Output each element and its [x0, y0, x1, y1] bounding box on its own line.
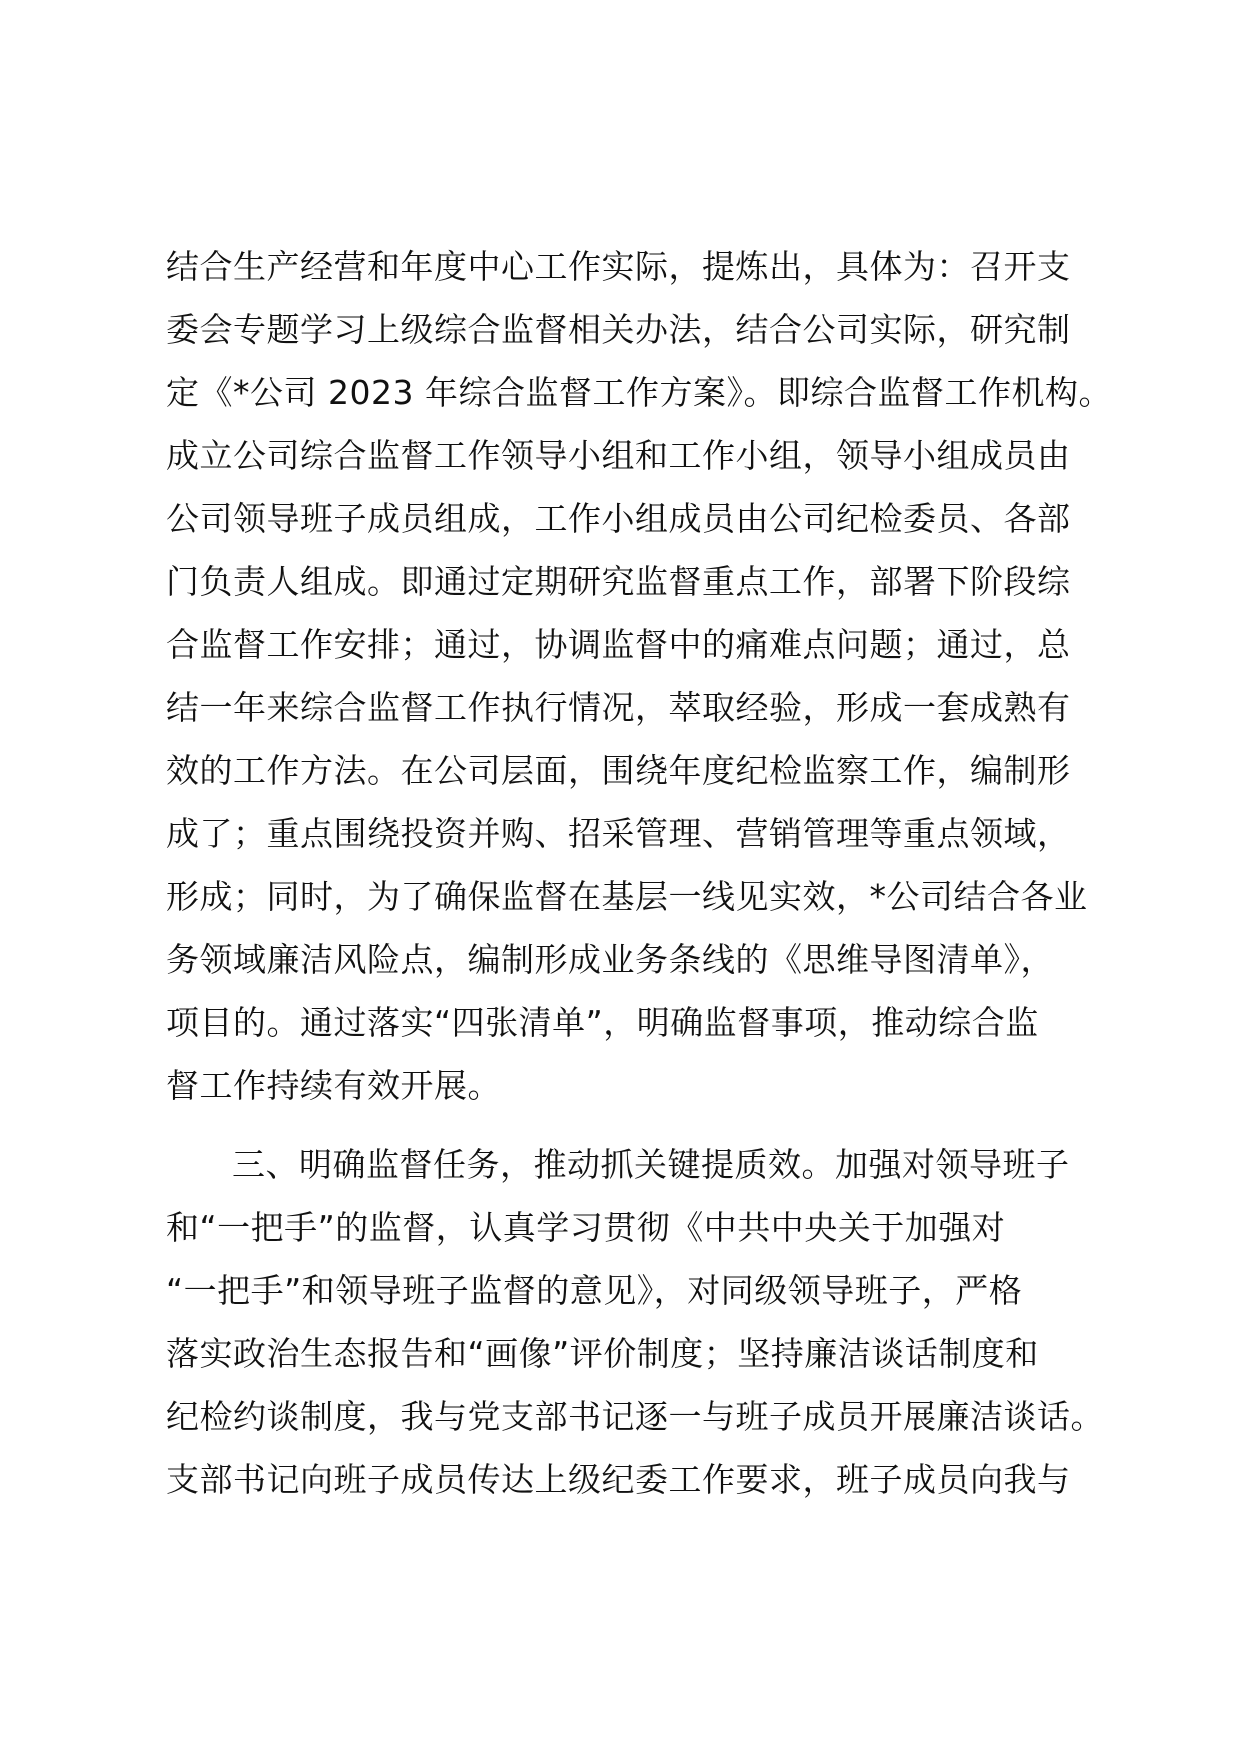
text-line-18: 落实政治生态报告和“画像”评价制度；坚持廉洁谈话制度和	[166, 1334, 1039, 1373]
text-line-6: 门负责人组成。即通过定期研究监督重点工作，部署下阶段综	[166, 562, 1071, 601]
text-line-3: 定《*公司 2023 年综合监督工作方案》。即综合监督工作机构。	[166, 373, 1112, 412]
text-line-9: 效的工作方法。在公司层面，围绕年度纪检监察工作，编制形	[166, 751, 1071, 790]
text-line-5: 公司领导班子成员组成，工作小组成员由公司纪检委员、各部	[166, 499, 1071, 538]
text-line-13: 项目的。通过落实“四张清单”，明确监督事项，推动综合监	[166, 1003, 1039, 1042]
text-line-11: 形成；同时，为了确保监督在基层一线见实效，*公司结合各业	[166, 877, 1088, 916]
text-line-1: 结合生产经营和年度中心工作实际，提炼出，具体为：召开支	[166, 247, 1071, 286]
text-line-12: 务领域廉洁风险点，编制形成业务条线的《思维导图清单》，	[166, 940, 1054, 979]
text-line-4: 成立公司综合监督工作领导小组和工作小组，领导小组成员由	[166, 436, 1071, 475]
text-line-8: 结一年来综合监督工作执行情况，萃取经验，形成一套成熟有	[166, 688, 1071, 727]
section-heading-line: 三、明确监督任务，推动抓关键提质效。加强对领导班子	[232, 1145, 1070, 1184]
text-line-14: 督工作持续有效开展。	[166, 1066, 501, 1105]
text-line-10: 成了；重点围绕投资并购、招采管理、营销管理等重点领域，	[166, 814, 1071, 853]
text-line-17: “一把手”和领导班子监督的意见》，对同级领导班子，严格	[166, 1271, 1023, 1310]
text-line-16: 和“一把手”的监督，认真学习贯彻《中共中央关于加强对	[166, 1208, 1006, 1247]
text-line-20: 支部书记向班子成员传达上级纪委工作要求，班子成员向我与	[166, 1460, 1071, 1499]
text-line-19: 纪检约谈制度，我与党支部书记逐一与班子成员开展廉洁谈话。	[166, 1397, 1104, 1436]
text-line-2: 委会专题学习上级综合监督相关办法，结合公司实际，研究制	[166, 310, 1071, 349]
text-line-7: 合监督工作安排；通过，协调监督中的痛难点问题；通过，总	[166, 625, 1071, 664]
